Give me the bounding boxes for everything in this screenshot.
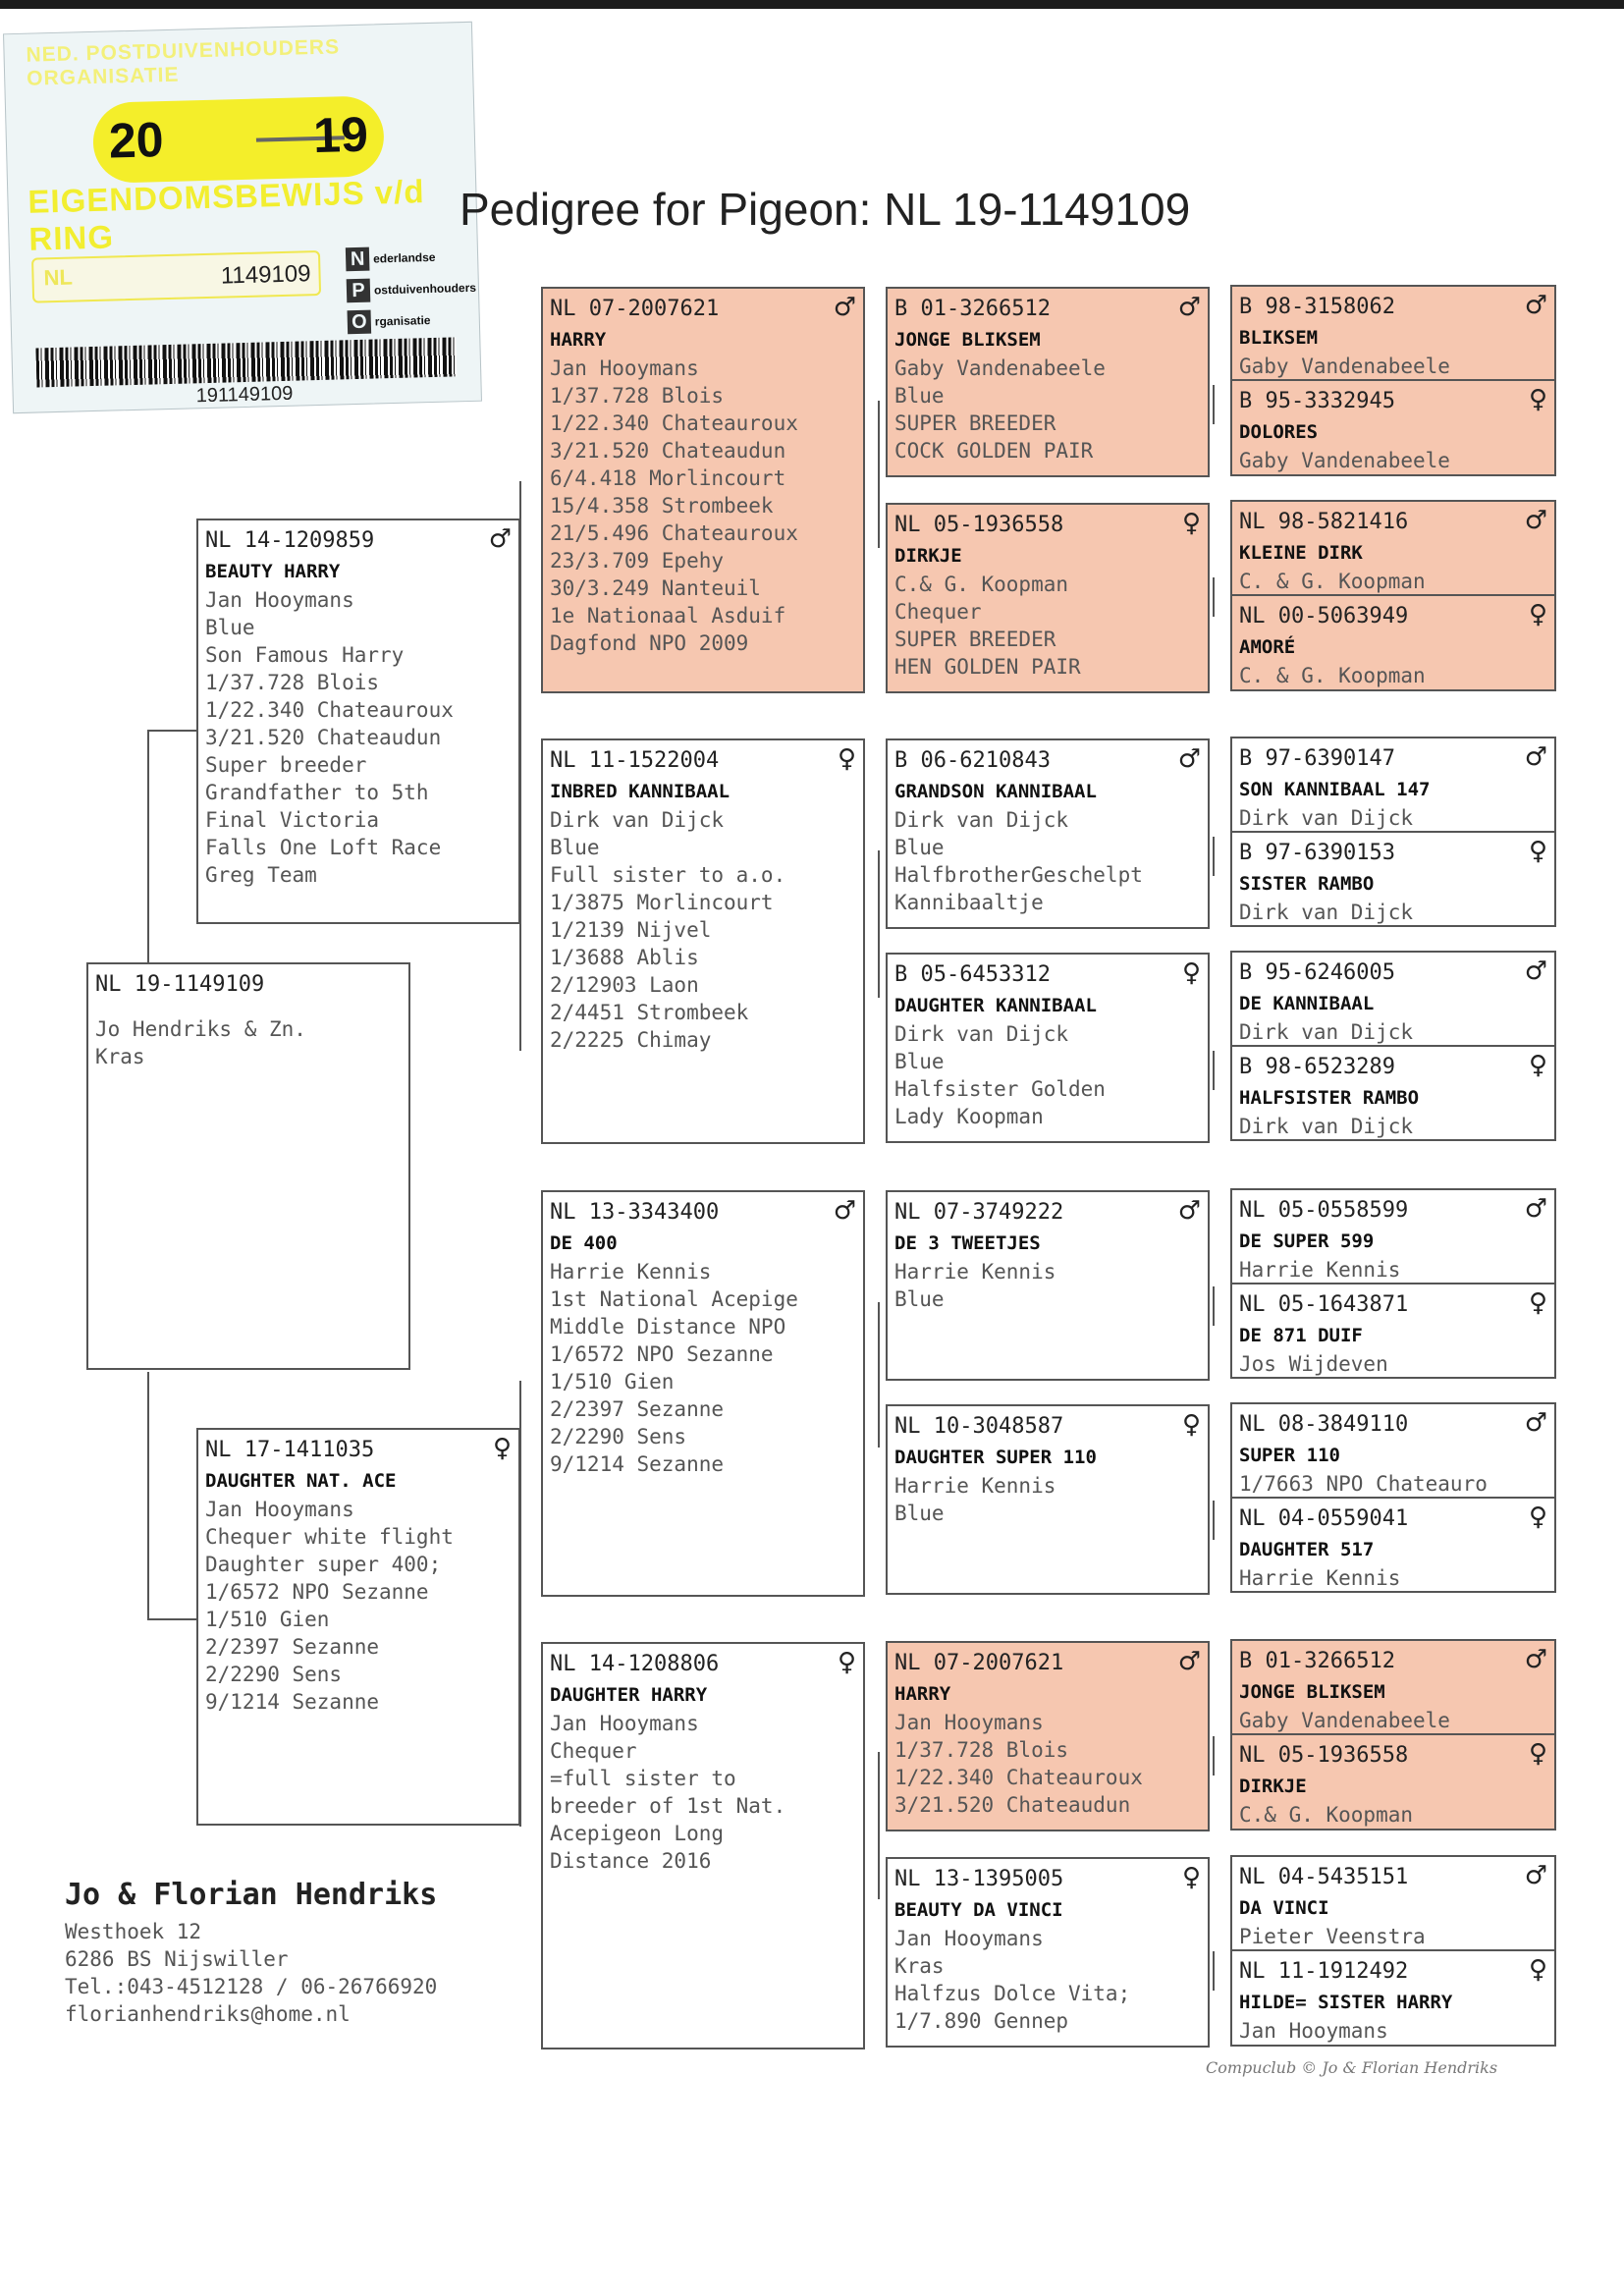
male-sex-icon: ♂ — [833, 293, 856, 322]
barcode — [35, 337, 457, 387]
ring-number: B 98-6523289 — [1239, 1055, 1395, 1079]
pigeon-info-line: Middle Distance NPO — [550, 1315, 786, 1339]
ring-number: NL 05-1936558 — [894, 513, 1064, 537]
connector-line — [147, 730, 198, 732]
pigeon-info-line: Dirk van Dijck — [1239, 806, 1414, 830]
female-sex-icon: ♀ — [1181, 1410, 1201, 1440]
pigeon-info-line: 1/2139 Nijvel — [550, 918, 712, 942]
connector-line — [1213, 1286, 1215, 1326]
pigeon-name: DE KANNIBAAL — [1239, 993, 1375, 1014]
ring-number: B 01-3266512 — [894, 297, 1051, 321]
connector-line — [147, 730, 149, 965]
pigeon-info-line: 1/510 Gien — [550, 1370, 675, 1393]
pigeon-name: JONGE BLIKSEM — [1239, 1681, 1385, 1703]
female-sex-icon: ♀ — [1528, 1051, 1547, 1080]
pigeon-card-gen3-2[interactable] — [886, 503, 1210, 693]
ring-number: NL 08-3849110 — [1239, 1412, 1409, 1437]
ring-number: NL 00-5063949 — [1239, 604, 1409, 628]
pigeon-info-line: Blue — [550, 836, 600, 859]
pigeon-info — [894, 1709, 1201, 1819]
ring-number: B 98-3158062 — [1239, 295, 1395, 319]
female-sex-icon: ♀ — [1528, 1739, 1547, 1769]
pigeon-info-line: 1st National Acepige — [550, 1287, 798, 1311]
female-sex-icon: ♀ — [837, 744, 856, 774]
pigeon-info-line: COCK GOLDEN PAIR — [894, 439, 1094, 463]
pigeon-info-line: Harrie Kennis — [1239, 1566, 1401, 1590]
male-sex-icon: ♂ — [833, 1196, 856, 1226]
pigeon-info-line: Halfsister Golden — [894, 1077, 1106, 1101]
pigeon-info-line: Dirk van Dijck — [1239, 1115, 1414, 1138]
pigeon-card-gen3-6[interactable] — [886, 1404, 1210, 1595]
breeder-email[interactable]: florianhendriks@home.nl — [65, 2002, 351, 2026]
certificate-title: EIGENDOMSBEWIJS v/d RING — [27, 173, 425, 257]
pigeon-card-gen3-1[interactable] — [886, 287, 1210, 477]
pigeon-info — [550, 1710, 856, 1875]
pigeon-info-line: Blue — [894, 1502, 945, 1525]
pigeon-info-line: Chequer — [550, 1739, 637, 1763]
pigeon-info-line: Dirk van Dijck — [894, 1022, 1069, 1046]
npo-cap-o: O — [348, 310, 372, 335]
pigeon-info-line: Distance 2016 — [550, 1849, 712, 1873]
pigeon-info-line: SUPER BREEDER — [894, 411, 1056, 435]
pigeon-info — [1239, 1018, 1547, 1046]
page-title: Pedigree for Pigeon: NL 19-1149109 — [460, 184, 1191, 235]
breeder-city: 6286 BS Nijswiller — [65, 1947, 289, 1971]
pigeon-name: DIRKJE — [894, 545, 962, 567]
pigeon-card-grandsire-maternal[interactable] — [541, 1190, 865, 1597]
ring-number: B 01-3266512 — [1239, 1649, 1395, 1673]
pigeon-info-line: C. & G. Koopman — [1239, 570, 1426, 593]
pigeon-info-line: Jos Wijdeven — [1239, 1352, 1388, 1376]
connector-line — [878, 1752, 880, 1899]
pigeon-info-line: 1/22.340 Chateauroux — [894, 1766, 1143, 1789]
ring-number: NL 11-1912492 — [1239, 1959, 1409, 1984]
pigeon-info-line: HalfbrotherGeschelpt — [894, 863, 1143, 887]
pigeon-name: BEAUTY DA VINCI — [894, 1899, 1063, 1921]
breeder-phone: Tel.:043-4512128 / 06-26766920 — [65, 1975, 438, 1998]
pigeon-card-gen4-2[interactable] — [1230, 379, 1556, 476]
pigeon-info-line: Blue — [894, 1050, 945, 1073]
pigeon-info-line: Kras — [95, 1045, 145, 1068]
pigeon-info-line: 1/37.728 Blois — [205, 671, 380, 694]
pigeon-info-line: 21/5.496 Chateauroux — [550, 521, 798, 545]
connector-line — [1213, 837, 1215, 876]
pigeon-name: SUPER 110 — [1239, 1445, 1340, 1466]
pigeon-info — [205, 1496, 512, 1716]
male-sex-icon: ♂ — [1524, 1408, 1547, 1438]
ring-number: NL 17-1411035 — [205, 1438, 375, 1462]
pigeon-info-line: Harrie Kennis — [894, 1474, 1056, 1498]
pigeon-info-line: Chequer white flight — [205, 1525, 454, 1549]
pigeon-card-gen4-9[interactable] — [1230, 1188, 1556, 1284]
pigeon-info-line: Grandfather to 5th — [205, 781, 429, 804]
ring-number: NL 04-5435151 — [1239, 1865, 1409, 1889]
pigeon-info — [205, 586, 512, 889]
ring-number: NL 13-1395005 — [894, 1867, 1064, 1891]
pigeon-info-line: Blue — [894, 384, 945, 408]
female-sex-icon: ♀ — [1528, 1503, 1547, 1532]
female-sex-icon: ♀ — [1181, 509, 1201, 538]
pigeon-info-line: Jan Hooymans — [205, 1498, 354, 1521]
pigeon-info-line: 1/3875 Morlincourt — [550, 891, 774, 914]
certificate-year-badge — [92, 95, 385, 184]
pigeon-info-line: Blue — [894, 836, 945, 859]
pigeon-info-line: 3/21.520 Chateaudun — [894, 1793, 1131, 1817]
male-sex-icon: ♂ — [1177, 293, 1201, 322]
pigeon-info-line: Daughter super 400; — [205, 1553, 442, 1576]
ring-certificate — [3, 22, 482, 413]
pigeon-info-line: Jan Hooymans — [894, 1711, 1044, 1734]
pigeon-info-line: 1/7663 NPO Chateauro — [1239, 1472, 1488, 1496]
connector-line — [1213, 1501, 1215, 1540]
year-left: 20 — [108, 112, 165, 169]
pigeon-name: DAUGHTER NAT. ACE — [205, 1470, 397, 1492]
connector-line — [1213, 577, 1215, 617]
pigeon-info — [1239, 662, 1547, 689]
pigeon-info-line: Final Victoria — [205, 808, 380, 832]
female-sex-icon: ♀ — [837, 1648, 856, 1677]
pigeon-name: DAUGHTER SUPER 110 — [894, 1447, 1097, 1468]
pigeon-info-line: C. & G. Koopman — [1239, 664, 1426, 687]
pigeon-info-line: Son Famous Harry — [205, 643, 405, 667]
pigeon-info-line: Harrie Kennis — [550, 1260, 712, 1284]
pigeon-card-gen4-11[interactable] — [1230, 1402, 1556, 1499]
pigeon-name: DE SUPER 599 — [1239, 1230, 1375, 1252]
ring-number: NL 14-1208806 — [550, 1652, 720, 1676]
pigeon-card-subject[interactable] — [86, 962, 410, 1370]
connector-line — [147, 1372, 149, 1620]
pigeon-info — [894, 355, 1201, 464]
pigeon-info-line: 1/7.890 Gennep — [894, 2009, 1069, 2033]
pigeon-info-line: 1/3688 Ablis — [550, 946, 699, 969]
pigeon-name: DE 871 DUIF — [1239, 1325, 1363, 1346]
female-sex-icon: ♀ — [1181, 958, 1201, 988]
pigeon-name: DE 400 — [550, 1232, 618, 1254]
pigeon-card-gen4-16[interactable] — [1230, 1949, 1556, 2047]
pigeon-info-line: Dirk van Dijck — [1239, 901, 1414, 924]
pigeon-info-line: Jan Hooymans — [550, 356, 699, 380]
pigeon-info-line: 1/37.728 Blois — [550, 384, 725, 408]
breeder-contact — [65, 1878, 437, 2028]
male-sex-icon: ♂ — [1524, 1645, 1547, 1674]
male-sex-icon: ♂ — [1177, 744, 1201, 774]
pigeon-info-line: Jan Hooymans — [1239, 2019, 1388, 2043]
pigeon-name: HARRY — [894, 1683, 951, 1705]
pigeon-info-line: Blue — [894, 1287, 945, 1311]
pigeon-info-line: 2/2290 Sens — [550, 1425, 687, 1448]
connector-line — [1213, 1951, 1215, 1991]
pigeon-card-gen4-12[interactable] — [1230, 1497, 1556, 1593]
pigeon-info-line: =full sister to — [550, 1767, 736, 1790]
pigeon-info-line: 1/510 Gien — [205, 1608, 330, 1631]
pigeon-info — [1239, 1350, 1547, 1378]
pigeon-info — [1239, 568, 1547, 595]
pigeon-info-line: 9/1214 Sezanne — [205, 1690, 380, 1714]
ring-number-box — [31, 250, 321, 303]
connector-line — [1213, 1051, 1215, 1090]
ring-number: NL 05-0558599 — [1239, 1198, 1409, 1223]
breeder-street: Westhoek 12 — [65, 1920, 202, 1943]
pigeon-info-line: Gaby Vandenabeele — [1239, 355, 1450, 378]
pigeon-info-line: Kras — [894, 1954, 945, 1978]
pigeon-info-line: Jan Hooymans — [550, 1712, 699, 1735]
pigeon-info-line: Gaby Vandenabeele — [1239, 449, 1450, 472]
pigeon-name: INBRED KANNIBAAL — [550, 781, 731, 802]
ring-number: B 97-6390153 — [1239, 841, 1395, 865]
pigeon-name: DAUGHTER KANNIBAAL — [894, 995, 1097, 1016]
pigeon-info-line: 2/2225 Chimay — [550, 1028, 712, 1052]
pigeon-info — [1239, 1256, 1547, 1284]
male-sex-icon: ♂ — [1177, 1196, 1201, 1226]
pigeon-name: SISTER RAMBO — [1239, 873, 1375, 895]
pigeon-card-gen4-4[interactable] — [1230, 594, 1556, 691]
pigeon-info — [95, 1015, 402, 1070]
female-sex-icon: ♀ — [1528, 1955, 1547, 1985]
ring-number: B 05-6453312 — [894, 962, 1051, 987]
pigeon-info-line: 1/6572 NPO Sezanne — [550, 1342, 774, 1366]
male-sex-icon: ♂ — [1524, 956, 1547, 986]
pigeon-info — [550, 806, 856, 1054]
pigeon-name: DAUGHTER HARRY — [550, 1684, 708, 1706]
npo-logo — [346, 241, 477, 338]
pigeon-info-line: Dirk van Dijck — [550, 808, 725, 832]
pigeon-info-line: 23/3.709 Epehy — [550, 549, 725, 573]
pigeon-card-gen4-3[interactable] — [1230, 500, 1556, 596]
pigeon-name: AMORÉ — [1239, 636, 1296, 658]
pigeon-info-line: Gaby Vandenabeele — [1239, 1709, 1450, 1732]
pigeon-info-line: Dirk van Dijck — [1239, 1020, 1414, 1044]
ring-number: NL 07-3749222 — [894, 1200, 1064, 1225]
pigeon-info-line: Acepigeon Long — [550, 1822, 725, 1845]
male-sex-icon: ♂ — [1524, 506, 1547, 535]
npo-word-1: ederlandse — [372, 249, 436, 266]
pigeon-info-line: 1e Nationaal Asduif — [550, 604, 786, 628]
pigeon-info-line: C.& G. Koopman — [894, 573, 1069, 596]
connector-line — [1213, 385, 1215, 424]
pigeon-info-line: Harrie Kennis — [894, 1260, 1056, 1284]
pigeon-info-line: 2/2397 Sezanne — [205, 1635, 380, 1659]
pigeon-info-line: 2/4451 Strombeek — [550, 1001, 749, 1024]
pigeon-info-line: 2/2397 Sezanne — [550, 1397, 725, 1421]
pigeon-name: DE 3 TWEETJES — [894, 1232, 1041, 1254]
ring-number: NL 07-2007621 — [894, 1651, 1064, 1675]
pigeon-info — [1239, 447, 1547, 474]
female-sex-icon: ♀ — [492, 1434, 512, 1463]
pigeon-name: DOLORES — [1239, 421, 1319, 443]
pigeon-info-line: Lady Koopman — [894, 1105, 1044, 1128]
ring-number: NL 19-1149109 — [95, 972, 265, 997]
pigeon-info — [550, 1258, 856, 1478]
pigeon-info-line: HEN GOLDEN PAIR — [894, 655, 1081, 679]
pigeon-info-line: Jan Hooymans — [205, 588, 354, 612]
pigeon-info — [1239, 2017, 1547, 2045]
male-sex-icon: ♂ — [1524, 1861, 1547, 1890]
pigeon-info-line: 3/21.520 Chateaudun — [205, 726, 442, 749]
scan-top-edge — [0, 0, 1624, 9]
pigeon-card-gen4-1[interactable] — [1230, 285, 1556, 381]
pigeon-card-gen4-8[interactable] — [1230, 1045, 1556, 1141]
ring-number: NL 14-1209859 — [205, 528, 375, 553]
pigeon-info — [1239, 1801, 1547, 1829]
npo-cap-p: P — [347, 279, 371, 303]
barcode-number: 191149109 — [195, 382, 294, 408]
ring-number: NL 10-3048587 — [894, 1414, 1064, 1439]
pigeon-name: HARRY — [550, 329, 607, 351]
pigeon-info-line: Dirk van Dijck — [894, 808, 1069, 832]
ring-number: B 95-3332945 — [1239, 389, 1395, 413]
pigeon-card-gen3-8[interactable] — [886, 1857, 1210, 2048]
pigeon-name: HALFSISTER RAMBO — [1239, 1087, 1420, 1109]
pigeon-card-granddam-maternal[interactable] — [541, 1642, 865, 2049]
pigeon-card-gen3-5[interactable] — [886, 1190, 1210, 1381]
pigeon-info-line: Jan Hooymans — [894, 1927, 1044, 1950]
ring-number: NL 07-2007621 — [550, 297, 720, 321]
ring-number: NL 05-1643871 — [1239, 1292, 1409, 1317]
npo-word-2: ostduivenhouders — [373, 280, 477, 298]
female-sex-icon: ♀ — [1528, 385, 1547, 414]
pigeon-info — [550, 355, 856, 657]
pigeon-name: JONGE BLIKSEM — [894, 329, 1041, 351]
pigeon-info-line: Gaby Vandenabeele — [894, 356, 1106, 380]
pigeon-info-line: 3/21.520 Chateaudun — [550, 439, 786, 463]
pigeon-info — [894, 571, 1201, 681]
ring-number: NL 98-5821416 — [1239, 510, 1409, 534]
female-sex-icon: ♀ — [1181, 1863, 1201, 1892]
pigeon-info-line: 2/2290 Sens — [205, 1663, 343, 1686]
pigeon-card-sire[interactable] — [196, 519, 520, 924]
pigeon-info — [894, 1020, 1201, 1130]
pigeon-name: SON KANNIBAAL 147 — [1239, 779, 1431, 800]
pigeon-name: HILDE= SISTER HARRY — [1239, 1992, 1453, 2013]
pigeon-name: GRANDSON KANNIBAAL — [894, 781, 1097, 802]
pigeon-card-gen4-13[interactable] — [1230, 1639, 1556, 1735]
ring-number: NL 13-3343400 — [550, 1200, 720, 1225]
pigeon-info-line: 6/4.418 Morlincourt — [550, 466, 786, 490]
connector-line — [878, 1302, 880, 1448]
connector-line — [1213, 1736, 1215, 1776]
female-sex-icon: ♀ — [1528, 837, 1547, 866]
male-sex-icon: ♂ — [1177, 1647, 1201, 1676]
pigeon-info-line: Greg Team — [205, 863, 317, 887]
pigeon-card-grandsire-paternal[interactable] — [541, 287, 865, 693]
pigeon-card-gen3-4[interactable] — [886, 953, 1210, 1143]
pigeon-info-line: 2/12903 Laon — [550, 973, 699, 997]
pigeon-info — [1239, 804, 1547, 832]
ring-number: NL 05-1936558 — [1239, 1743, 1409, 1768]
pigeon-card-gen4-14[interactable] — [1230, 1733, 1556, 1831]
pigeon-card-dam[interactable] — [196, 1428, 520, 1826]
male-sex-icon: ♂ — [488, 524, 512, 554]
male-sex-icon: ♂ — [1524, 291, 1547, 320]
pigeon-info-line: 15/4.358 Strombeek — [550, 494, 774, 518]
ring-number: 1149109 — [220, 260, 311, 290]
pigeon-info — [1239, 1564, 1547, 1592]
ring-country: NL — [43, 264, 74, 291]
compuclub-credit: Compuclub © Jo & Florian Hendriks — [1206, 2058, 1498, 2077]
npo-word-3: rganisatie — [374, 313, 431, 329]
ring-number: B 97-6390147 — [1239, 746, 1395, 771]
pigeon-info-line: 1/22.340 Chateauroux — [205, 698, 454, 722]
pigeon-info-line: Super breeder — [205, 753, 367, 777]
pigeon-info-line: breeder of 1st Nat. — [550, 1794, 786, 1818]
pigeon-info — [1239, 899, 1547, 926]
ring-number: B 95-6246005 — [1239, 960, 1395, 985]
year-right: 19 — [312, 106, 369, 164]
pigeon-info-line: Kannibaaltje — [894, 891, 1044, 914]
pigeon-card-gen4-15[interactable] — [1230, 1855, 1556, 1951]
pigeon-info-line: Chequer — [894, 600, 982, 624]
pigeon-info-line: 1/6572 NPO Sezanne — [205, 1580, 429, 1604]
pigeon-info-line: Pieter Veenstra — [1239, 1925, 1426, 1948]
npo-cap-n: N — [346, 247, 370, 272]
pigeon-info-line: Blue — [205, 616, 255, 639]
male-sex-icon: ♂ — [1524, 1194, 1547, 1224]
female-sex-icon: ♀ — [1528, 600, 1547, 629]
ring-number: NL 11-1522004 — [550, 748, 720, 773]
connector-line — [878, 850, 880, 998]
certificate-org: NED. POSTDUIVENHOUDERS ORGANISATIE — [26, 35, 341, 90]
pigeon-info-line: SUPER BREEDER — [894, 628, 1056, 651]
pigeon-name: KLEINE DIRK — [1239, 542, 1363, 564]
pigeon-info-line: Harrie Kennis — [1239, 1258, 1401, 1282]
pigeon-info — [894, 1258, 1201, 1313]
pigeon-info-line: 1/37.728 Blois — [894, 1738, 1069, 1762]
pigeon-info — [1239, 1707, 1547, 1734]
pigeon-card-granddam-paternal[interactable] — [541, 738, 865, 1144]
pigeon-info — [1239, 1470, 1547, 1498]
pigeon-info-line: 9/1214 Sezanne — [550, 1452, 725, 1476]
pigeon-name: DA VINCI — [1239, 1897, 1329, 1919]
pigeon-name: BEAUTY HARRY — [205, 561, 341, 582]
pigeon-card-gen4-5[interactable] — [1230, 737, 1556, 833]
pigeon-info-line: 30/3.249 Nanteuil — [550, 576, 761, 600]
pigeon-info-line: Jo Hendriks & Zn. — [95, 1017, 306, 1041]
male-sex-icon: ♂ — [1524, 742, 1547, 772]
ring-number: NL 04-0559041 — [1239, 1506, 1409, 1531]
ring-number: B 06-6210843 — [894, 748, 1051, 773]
pigeon-info-line: C.& G. Koopman — [1239, 1803, 1414, 1827]
connector-line — [878, 401, 880, 548]
pigeon-info-line: Falls One Loft Race — [205, 836, 442, 859]
female-sex-icon: ♀ — [1528, 1288, 1547, 1318]
pigeon-name: DAUGHTER 517 — [1239, 1539, 1375, 1560]
pigeon-info-line: Dagfond NPO 2009 — [550, 631, 749, 655]
pigeon-card-gen3-3[interactable] — [886, 738, 1210, 929]
pigeon-card-gen3-7[interactable] — [886, 1641, 1210, 1831]
pigeon-name: BLIKSEM — [1239, 327, 1319, 349]
pigeon-info — [1239, 353, 1547, 380]
pigeon-info — [894, 806, 1201, 916]
pigeon-info-line: Halfzus Dolce Vita; — [894, 1982, 1131, 2005]
pigeon-card-gen4-6[interactable] — [1230, 831, 1556, 927]
pigeon-card-gen4-10[interactable] — [1230, 1283, 1556, 1379]
pigeon-info — [1239, 1113, 1547, 1140]
pigeon-name: DIRKJE — [1239, 1776, 1307, 1797]
pigeon-info — [1239, 1923, 1547, 1950]
pigeon-info-line: Full sister to a.o. — [550, 863, 786, 887]
pigeon-info-line: 1/22.340 Chateauroux — [550, 411, 798, 435]
pigeon-card-gen4-7[interactable] — [1230, 951, 1556, 1047]
pigeon-info — [894, 1925, 1201, 2035]
connector-line — [147, 1618, 198, 1620]
breeder-name: Jo & Florian Hendriks — [65, 1878, 438, 1912]
pigeon-info — [894, 1472, 1201, 1527]
